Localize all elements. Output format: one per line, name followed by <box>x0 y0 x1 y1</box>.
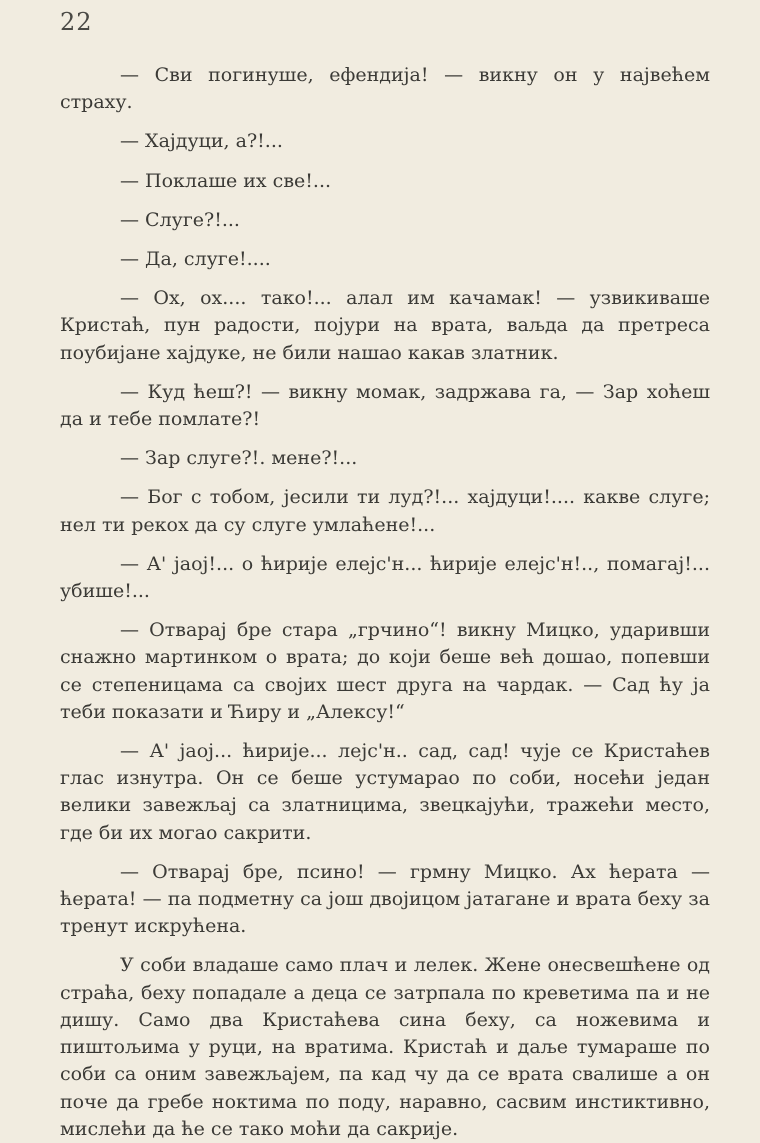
paragraph-12: — А' јаој... ћирије... лејс'н.. сад, сад! чује се Кристаћев глас изнутра. Он се беше устумарао по соби, носећи један велики завежљај са златницима, звецкајући, тражећи место, где би их могао сакрити. <box>60 740 710 844</box>
paragraph-13: — Отварај бре, псино! — грмну Мицко. Ах ћерата — ћерата! — па подметну са још двојицом јатагане и врата беху за тренут искрућена. <box>60 860 710 938</box>
paragraph-10: — А' јаој!... о ћирије елејс'н... ћирије елејс'н!.., помагај!... убише!... <box>60 552 710 603</box>
paragraph-7: — Куд ћеш?! — викну момак, задржава га, — Зар хоћеш да и тебе помлате?! <box>60 380 710 431</box>
paragraph-5: — Да, слуге!.... <box>120 248 271 271</box>
body-text <box>60 62 710 1143</box>
paragraph-14: У соби владаше само плач и лелек. Жене онесвешћене од страћа, беху попадале а деца се затрпала по креветима па и не дишу. Само два Кристаћева сина беху, са ножевима и пиштољима у руци, на вратима. Кристаћ и даље тумараше по соби са оним завежљајем, па кад чу да се врата свалише а он поче да гребе ноктима по поду, наравно, сасвим инстиктивно, мислећи да ће се тако моћи да сакрије. <box>60 954 710 1140</box>
paragraph-6: — Ох, ох.... тако!... алал им качамак! — узвикиваше Кристаћ, пун радости, појури на врата, ваљда да претреса поубијане хајдуке, не били нашао какав златник. <box>60 287 710 364</box>
page-number: 22 <box>60 8 93 36</box>
paragraph-8: — Зар слуге?!. мене?!... <box>120 447 358 470</box>
paragraph-1: — Сви погинуше, ефендија! — викну он у највећем страху. <box>60 64 710 114</box>
paragraph-3: — Поклаше их све!... <box>120 169 332 192</box>
paragraph-4: — Слуге?!... <box>120 208 240 231</box>
paragraph-2: — Хајдуци, а?!... <box>120 130 283 153</box>
paragraph-11: — Отварај бре стара „грчино“! викну Мицко, ударивши снажно мартинком о врата; до који беше већ дошао, попевши се степеницама са својих шест друга на чардак. — Сад ћу ја теби показати и Ћиру и „Алексу!“ <box>60 619 710 723</box>
paragraph-9: — Бог с тобом, јесили ти луд?!... хајдуци!.... какве слуге; нел ти рекох да су слуге умлаћене!... <box>60 486 710 536</box>
